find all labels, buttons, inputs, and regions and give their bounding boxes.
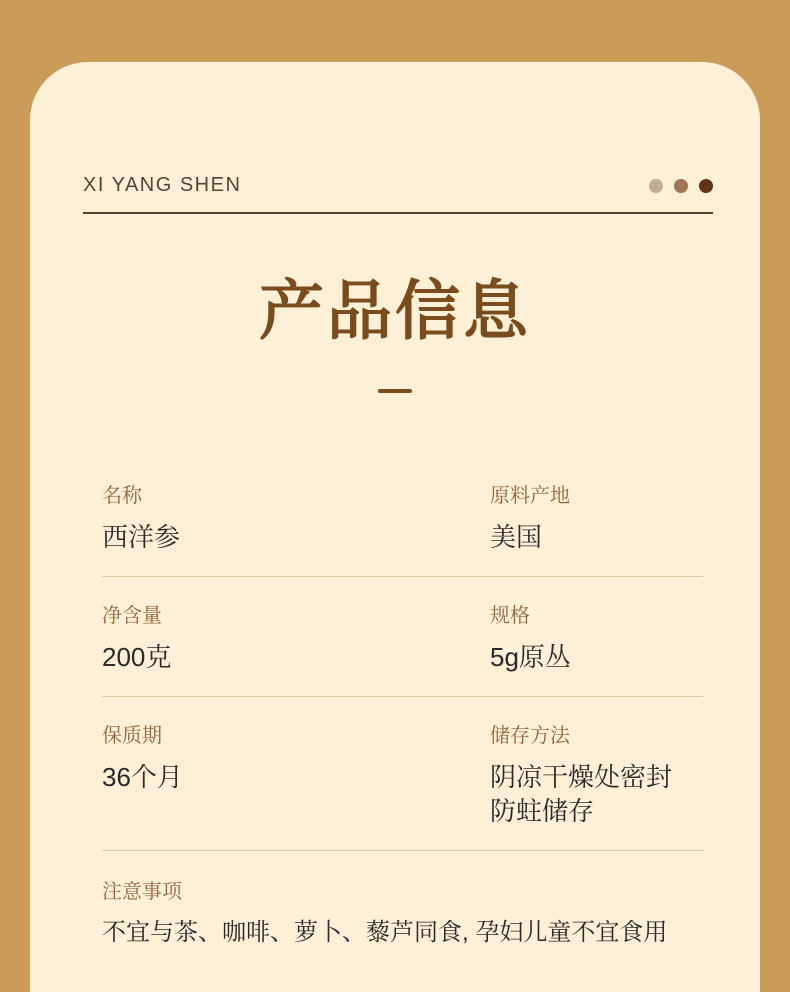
- brand-text: XI YANG SHEN: [83, 174, 242, 196]
- field-storage: [490, 725, 703, 828]
- field-net-weight: [102, 605, 490, 674]
- field-spec-value: 5g原丛: [490, 642, 571, 672]
- field-name-label: 名称: [102, 485, 142, 507]
- field-spec-label: 规格: [490, 605, 530, 627]
- field-name-value: 西洋参: [102, 522, 181, 552]
- product-info-card: [30, 62, 760, 992]
- dot-medium-icon: [674, 179, 688, 193]
- dots-decoration: [649, 179, 713, 193]
- info-row-name-origin: [102, 485, 703, 577]
- card-header: [83, 62, 713, 214]
- field-net-weight-label: 净含量: [102, 605, 162, 627]
- field-net-weight-value: 200克: [102, 642, 172, 672]
- field-origin-label: 原料产地: [490, 485, 570, 507]
- field-origin: [490, 485, 703, 554]
- notice-section: [102, 881, 720, 949]
- field-storage-value: 阴凉干燥处密封防蛀储存: [490, 762, 673, 826]
- info-row-shelf-storage: [102, 697, 703, 851]
- field-shelf-life: [102, 725, 490, 828]
- dot-dark-icon: [699, 179, 713, 193]
- field-origin-value: 美国: [490, 522, 543, 552]
- dot-light-icon: [649, 179, 663, 193]
- field-shelf-life-label: 保质期: [102, 725, 162, 747]
- page-title: 产品信息: [258, 274, 531, 347]
- info-row-weight-spec: [102, 577, 703, 697]
- notice-label: 注意事项: [102, 881, 182, 903]
- field-storage-label: 储存方法: [490, 725, 570, 747]
- header-row: [83, 174, 713, 214]
- title-dash: [378, 389, 412, 393]
- field-name: [102, 485, 490, 554]
- info-table: [102, 485, 703, 851]
- field-shelf-life-value: 36个月: [102, 762, 183, 792]
- field-spec: [490, 605, 703, 674]
- notice-text: 不宜与茶、咖啡、萝卜、藜芦同食, 孕妇儿童不宜食用: [102, 919, 668, 946]
